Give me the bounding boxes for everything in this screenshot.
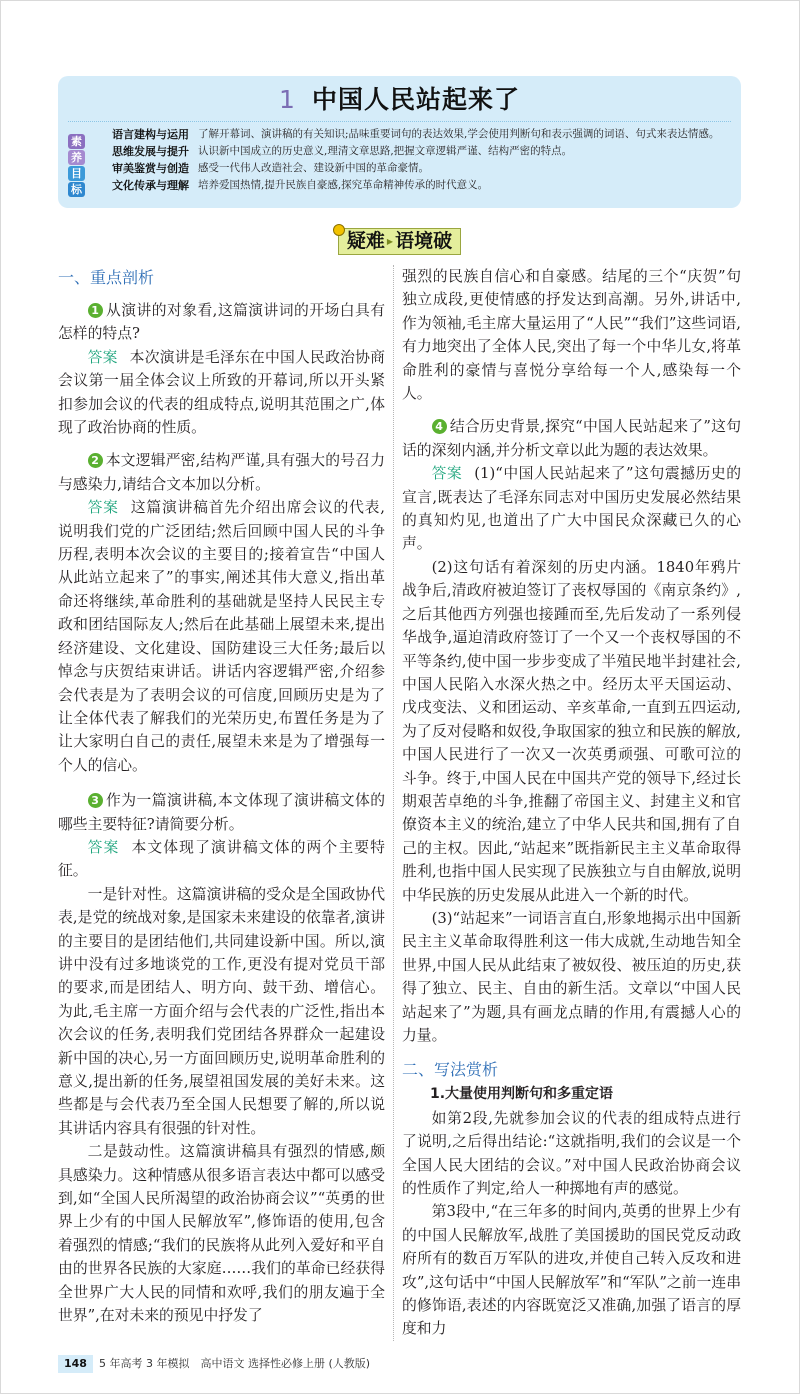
- answer-text: 这篇演讲稿首先介绍出席会议的代表,说明我们党的广泛团结;然后回顾中国人民的斗争历程,表明本次会议的主要目的;接着宣告“中国人从此站立起来了”的事实,阐述其伟大意义,指出革命还将继续,革命胜利的基础就是坚持人民民主专政和团结国际友人;然后在此基础上展望未来,提出经济建设、文化建设、国防建设三大任务;最后以悼念与庆贺结束讲话。讲话内容逻辑严密,介绍参会代表是为了表明会议的可信度,回顾历史是为了让全体代表了解我们的光荣历史,布置任务是为了让大家明白自己的责任,展望未来是为了增强每一个人的信心。: [58, 499, 385, 774]
- paragraph: 一是针对性。这篇演讲稿的受众是全国政协代表,是党的统战对象,是国家未来建设的依靠者,演讲的主要目的是团结他们,共同建设新中国。所以,演讲中没有过多地谈党的工作,更没有提对党员干部的要求,而是团结人、明方向、鼓干劲、增信心。为此,毛主席一方面介绍与会代表的广泛性,指出本次会议的任务,表明我们党团结各界群众一起建设新中国的决心,另一方面回顾历史,说明革命胜利的意义,提出新的任务,展望祖国发展的美好未来。这些都是与会代表乃至全国人民想要了解的,所以说其讲话内容具有很强的针对性。: [58, 885, 385, 1137]
- answer-label: 答案: [87, 348, 118, 366]
- question-number-icon: 3: [88, 793, 103, 808]
- goals-list: [88, 126, 731, 194]
- goal-text: 感受一代伟人改造社会、建设新中国的革命豪情。: [198, 162, 429, 174]
- subheading: 1.大量使用判断句和多重定语: [430, 1086, 614, 1103]
- paragraph: 强烈的民族自信心和自豪感。结尾的三个“庆贺”句独立成段,更使情感的抒发达到高潮。另外,讲话中,作为领袖,毛主席大量运用了“人民”“我们”这些词语,有力地突出了全体人民,突出了每一个中华儿女,将革命胜利的豪情与喜悦分享给每一个人,感染每一个人。: [402, 268, 741, 403]
- triangle-icon: ▶: [386, 237, 394, 246]
- question-1: [58, 299, 385, 346]
- goal-item: [88, 143, 731, 160]
- paragraph: 二是鼓动性。这篇演讲稿具有强烈的情感,颇具感染力。这种情感从很多语言表达中都可以感受到,如“全国人民所渴望的政治协商会议”“英勇的世界上少有的中国人民解放军”,修饰语的使用,包含着强烈的情感;“我们的民族将从此列入爱好和平自由的世界各民族的大家庭……我们的革命已经获得全世界广大人民的同情和欢呼,我们的朋友遍于全世界”,在对未来的预见中抒发了: [58, 1143, 385, 1325]
- goals-area: [68, 126, 731, 198]
- goal-label: 语言建构与运用: [112, 128, 189, 141]
- left-column: [58, 265, 393, 1327]
- paragraph: (2)这句话有着深刻的历史内涵。1840年鸦片战争后,清政府被迫签订了丧权辱国的《南京条约》,之后其他西方列强也接踵而至,先后发动了一系列侵华战争,逼迫清政府签订了一个又一个丧权辱国的不平等条约,使中国一步步变成了半殖民地半封建社会,中国人民陷入水深火热之中。经历太平天国运动、戊戌变法、义和团运动、辛亥革命,一直到五四运动,为了反对侵略和奴役,争取国家的独立和民族的解放,中国人民进行了一次又一次英勇顽强、可歌可泣的斗争。终于,中国人民在中国共产党的领导下,经过长期艰苦卓绝的斗争,推翻了帝国主义、封建主义和官僚资本主义的统治,建立了中华人民共和国,拥有了自己的主权。因此,“站起来”既指新民主主义革命取得胜利,也指中国人民实现了民族独立与自由解放,说明中华民族的历史发展从此进入一个新的时代。: [402, 558, 741, 904]
- goal-text: 认识新中国成立的历史意义,理清文章思路,把握文章逻辑严谨、结构严密的特点。: [198, 145, 573, 157]
- answer-2: [58, 496, 385, 777]
- section-banner: [338, 228, 461, 255]
- answer-1: [58, 346, 385, 440]
- answer-text: (1)“中国人民站起来了”这句震撼历史的宣言,既表达了毛泽东同志对中国历史发展必然结果的真知灼见,也道出了广大中国民众深藏已久的心声。: [402, 465, 741, 553]
- question-text: 结合历史背景,探究“中国人民站起来了”这句话的深刻内涵,并分析文章以此为题的表达效果。: [402, 418, 741, 459]
- page-footer: [58, 1355, 741, 1373]
- goal-item: [88, 177, 731, 194]
- lesson-header: [58, 76, 741, 208]
- answer-text: 本次演讲是毛泽东在中国人民政治协商会议第一届全体会议上所致的开幕词,所以开头紧扣参加会议的代表的组成特点,说明其范围之广,体现了政治协商的性质。: [58, 348, 385, 437]
- badge-char: 目: [68, 166, 85, 181]
- question-number-icon: 1: [88, 303, 103, 318]
- goal-text: 培养爱国热情,提升民族自豪感,探究革命精神传承的时代意义。: [198, 179, 489, 191]
- dotted-divider: [68, 121, 731, 122]
- question-2: [58, 449, 385, 496]
- badge-char: 标: [68, 182, 85, 197]
- question-number-icon: 2: [88, 453, 103, 468]
- page-number: 148: [58, 1355, 93, 1373]
- goal-text: 了解开幕词、演讲稿的有关知识;品味重要词句的表达效果,学会使用判断句和表示强调的词语、句式来表达情感。: [198, 128, 720, 140]
- lesson-title-text: 中国人民站起来了: [311, 85, 520, 114]
- banner-left: 疑难: [346, 230, 385, 252]
- goal-label: 审美鉴赏与创造: [112, 162, 189, 175]
- lesson-number: 1: [279, 85, 296, 114]
- lesson-title: [68, 84, 731, 116]
- badge-char: 素: [68, 134, 85, 149]
- banner-row: [58, 228, 741, 255]
- right-column: [393, 265, 741, 1341]
- two-column-body: [58, 265, 741, 1341]
- section-heading: 二、写法赏析: [402, 1060, 499, 1080]
- pin-icon: [333, 224, 345, 236]
- page: [1, 1, 799, 1393]
- paragraph: 如第2段,先就参加会议的代表的组成特点进行了说明,之后得出结论:“这就指明,我们的会议是一个全国人民大团结的会议。”对中国人民政治协商会议的性质作了判定,给人一种掷地有声的感觉。: [402, 1109, 741, 1198]
- banner-right: 语境破: [395, 230, 453, 252]
- answer-label: 答案: [87, 499, 119, 517]
- book-title: 5 年高考 3 年模拟 高中语文 选择性必修上册 (人教版): [98, 1356, 371, 1370]
- goal-item: [88, 160, 731, 177]
- section-heading: 一、重点剖析: [58, 268, 155, 287]
- badge-char: 养: [68, 150, 85, 165]
- question-text: 从演讲的对象看,这篇演讲词的开场白具有怎样的特点?: [58, 302, 385, 343]
- answer-label: 答案: [431, 465, 463, 483]
- paragraph: (3)“站起来”一词语言直白,形象地揭示出中国新民主主义革命取得胜利这一伟大成就,生动地告知全世界,中国人民从此结束了被奴役、被压迫的历史,获得了独立、民主、自由的新生活。文章以“中国人民站起来了”为题,具有画龙点睛的作用,有震撼人心的力量。: [402, 909, 741, 1044]
- question-3: [58, 789, 385, 836]
- question-text: 本文逻辑严密,结构严谨,具有强大的号召力与感染力,请结合文本加以分析。: [58, 452, 385, 493]
- answer-label: 答案: [87, 838, 120, 856]
- question-4: [402, 415, 741, 462]
- answer-text: 本文体现了演讲稿文体的两个主要特征。: [58, 838, 385, 880]
- answer-3: [58, 836, 385, 883]
- question-text: 作为一篇演讲稿,本文体现了演讲稿文体的哪些主要特征?请简要分析。: [58, 792, 385, 833]
- goal-item: [88, 126, 731, 143]
- goal-label: 思维发展与提升: [112, 145, 189, 158]
- goal-label: 文化传承与理解: [112, 179, 189, 192]
- answer-4: [402, 462, 741, 556]
- paragraph: 第3段中,“在三年多的时间内,英勇的世界上少有的中国人民解放军,战胜了美国援助的国民党反动政府所有的数百万军队的进攻,并使自己转入反攻和进攻”,这句话中“中国人民解放军”和“军队”之前一连串的修饰语,表述的内容既宽泛又准确,加强了语言的厚度和力: [402, 1203, 741, 1338]
- literacy-goals-badge: [68, 134, 88, 198]
- question-number-icon: 4: [432, 419, 447, 434]
